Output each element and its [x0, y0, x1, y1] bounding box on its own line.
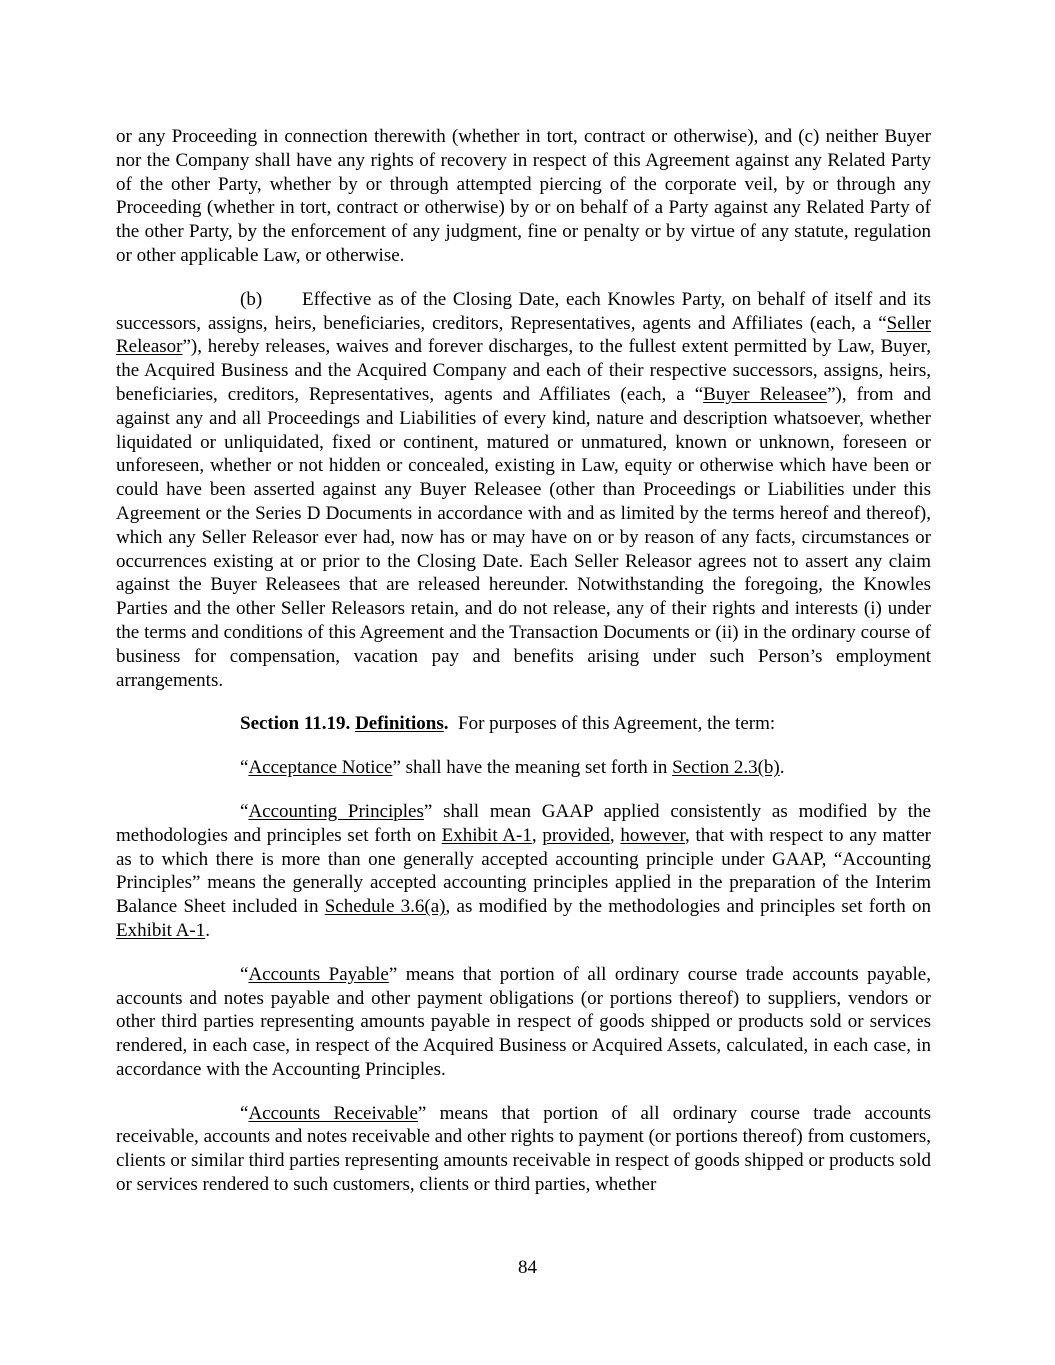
defined-term: Accounting Principles: [248, 800, 424, 822]
cross-reference-link[interactable]: Exhibit A-1: [441, 824, 532, 846]
definition-accounts-payable: “Accounts Payable” means that portion of all ordinary course trade accounts payable, accounts and notes payable and other payment obligations (or portions thereof) to suppliers, vendors or other third parties representing amounts payable in respect of goods shipped or products sold or services rendered, in each case, in respect of the Acquired Business or Acquired Assets, calculated, in each case, in accordance with the Accounting Principles.: [116, 963, 931, 1080]
subsection-label: (b): [240, 288, 263, 310]
document-page: [116, 125, 931, 1197]
defined-term: Accounts Payable: [248, 963, 389, 985]
defined-term-seller-releasor: Seller Releasor: [116, 312, 931, 358]
cross-reference-link[interactable]: Exhibit A-1: [116, 919, 206, 941]
defined-term-buyer-releasee: Buyer Releasee: [703, 383, 828, 405]
definition-acceptance-notice: “Acceptance Notice” shall have the meaning set forth in Section 2.3(b).: [240, 757, 785, 779]
section-heading: Section 11.19. Definitions. For purposes of this Agreement, the term:: [240, 713, 776, 735]
section-title: Definitions: [355, 713, 444, 735]
paragraph-continuation: or any Proceeding in connection therewith (whether in tort, contract or otherwise), and (c) neither Buyer nor the Company shall have any rights of recovery in respect of this Agreement against any Related Party of the other Party, whether by or through attempted piercing of the corporate veil, by or through any Proceeding (whether in tort, contract or otherwise) by or on behalf of a Party against any Related Party of the other Party, by the enforcement of any judgment, fine or penalty or by virtue of any statute, regulation or other applicable Law, or otherwise.: [116, 126, 931, 266]
emphasis-however: however: [620, 824, 686, 846]
cross-reference-link[interactable]: Section 2.3(b): [672, 757, 780, 779]
cross-reference-link[interactable]: Schedule 3.6(a): [324, 896, 446, 918]
section-intro: For purposes of this Agreement, the term:: [448, 713, 776, 735]
definition-accounts-receivable: “Accounts Receivable” means that portion of all ordinary course trade accounts receivable, accounts and notes receivable and other rights to payment (or portions thereof) from customers, clients or similar third parties representing amounts receivable in respect of goods shipped or products sold or services rendered to such customers, clients or third parties, whether: [116, 1102, 931, 1196]
emphasis-provided: provided: [542, 824, 610, 846]
page-number: 84: [518, 1257, 537, 1278]
definition-accounting-principles: “Accounting Principles” shall mean GAAP applied consistently as modified by the methodologies and principles set forth on Exhibit A-1, provided, however, that with respect to any matter as to which there is more than one generally accepted accounting principle under GAAP, “Accounting Principles” means the generally accepted accounting principles applied in the preparation of the Interim Balance Sheet included in Schedule 3.6(a), as modified by the methodologies and principles set forth on Exhibit A-1.: [116, 800, 931, 941]
defined-term: Accounts Receivable: [248, 1102, 418, 1124]
defined-term: Acceptance Notice: [248, 757, 393, 779]
section-number: Section 11.19.: [240, 713, 351, 735]
paragraph-b-release: (b) Effective as of the Closing Date, each Knowles Party, on behalf of itself and its successors, assigns, heirs, beneficiaries, creditors, Representatives, agents and Affiliates (each, a “Seller Releasor”), hereby releases, waives and forever discharges, to the fullest extent permitted by Law, Buyer, the Acquired Business and the Acquired Company and each of their respective successors, assigns, heirs, beneficiaries, creditors, Representatives, agents and Affiliates (each, a “Buyer Releasee”), from and against any and all Proceedings and Liabilities of every kind, nature and description whatsoever, whether liquidated or unliquidated, fixed or continent, matured or unmatured, known or unknown, foreseen or unforeseen, whether or not hidden or concealed, existing in Law, equity or otherwise which have been or could have been asserted against any Buyer Releasee (other than Proceedings or Liabilities under this Agreement or the Series D Documents in accordance with and as limited by the terms hereof and thereof), which any Seller Releasor ever had, now has or may have on or by reason of any facts, circumstances or occurrences existing at or prior to the Closing Date. Each Seller Releasor agrees not to assert any claim against the Buyer Releasees that are released hereunder. Notwithstanding the foregoing, the Knowles Parties and the other Seller Releasors retain, and do not release, any of their rights and interests (i) under the terms and conditions of this Agreement and the Transaction Documents or (ii) in the ordinary course of business for compensation, vacation pay and benefits arising under such Person’s employment arrangements.: [116, 288, 931, 691]
